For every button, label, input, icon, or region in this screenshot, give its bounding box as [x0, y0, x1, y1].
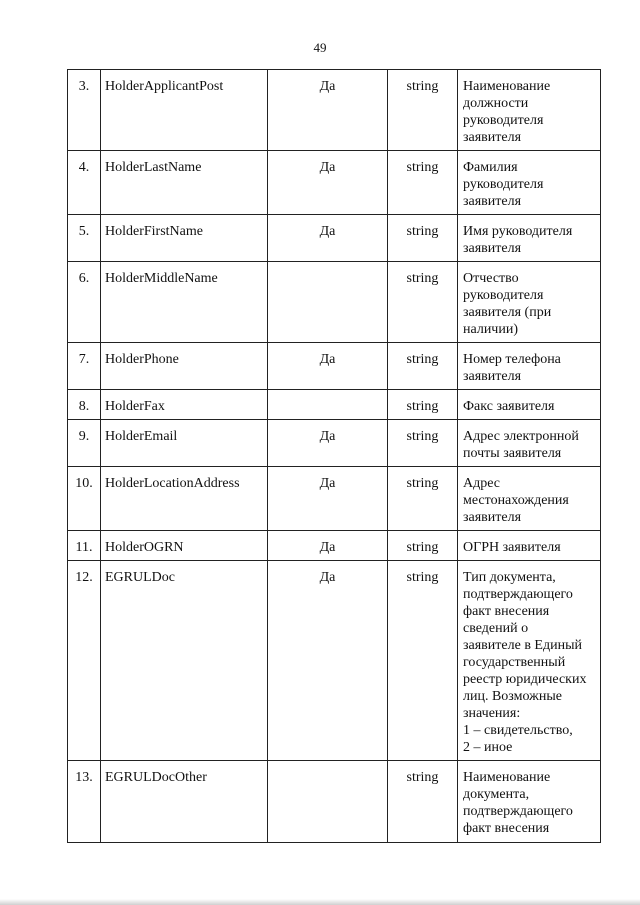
row-number: 4.	[68, 151, 101, 215]
row-number: 3.	[68, 70, 101, 151]
description-line: заявителя	[463, 130, 522, 145]
required-flag	[268, 390, 388, 420]
field-name: HolderLastName	[101, 151, 268, 215]
required-flag: Да	[268, 343, 388, 390]
field-description	[458, 262, 601, 343]
description-line: сведений о	[463, 621, 529, 636]
description-line: факт внесения	[463, 821, 550, 836]
required-flag: Да	[268, 151, 388, 215]
field-name: HolderPhone	[101, 343, 268, 390]
field-name: EGRULDoc	[101, 561, 268, 761]
row-number: 5.	[68, 215, 101, 262]
field-name: HolderApplicantPost	[101, 70, 268, 151]
description-line: наличии)	[463, 322, 518, 337]
required-flag: Да	[268, 467, 388, 531]
description-line: заявителя	[463, 194, 522, 209]
field-name: HolderFirstName	[101, 215, 268, 262]
description-line: должности	[463, 96, 529, 111]
field-description	[458, 531, 601, 561]
data-type: string	[388, 151, 458, 215]
description-line: подтверждающего	[463, 804, 573, 819]
row-number: 11.	[68, 531, 101, 561]
field-description	[458, 467, 601, 531]
description-line: подтверждающего	[463, 587, 573, 602]
data-type: string	[388, 761, 458, 843]
table-row	[68, 561, 601, 761]
row-number: 6.	[68, 262, 101, 343]
description-line: значения:	[463, 706, 521, 721]
page-number: 49	[313, 40, 327, 55]
row-number: 7.	[68, 343, 101, 390]
field-description	[458, 151, 601, 215]
description-line: заявителе в Единый	[463, 638, 582, 653]
data-type: string	[388, 531, 458, 561]
data-type: string	[388, 420, 458, 467]
description-line: Адрес электронной	[463, 429, 579, 444]
description-line: заявителя	[463, 369, 522, 384]
description-line: 1 – свидетельство,	[463, 723, 573, 738]
description-line: местонахождения	[463, 493, 569, 508]
table-row	[68, 531, 601, 561]
description-line: Отчество	[463, 271, 519, 286]
data-type: string	[388, 262, 458, 343]
field-name: HolderOGRN	[101, 531, 268, 561]
data-type: string	[388, 390, 458, 420]
description-line: почты заявителя	[463, 446, 562, 461]
description-line: Адрес	[463, 476, 501, 491]
description-line: Факс заявителя	[463, 399, 555, 414]
table-row	[68, 262, 601, 343]
data-type: string	[388, 215, 458, 262]
description-line: Номер телефона	[463, 352, 561, 367]
table-row	[68, 343, 601, 390]
description-line: руководителя	[463, 113, 544, 128]
description-line: Тип документа,	[463, 570, 556, 585]
field-name: EGRULDocOther	[101, 761, 268, 843]
row-number: 12.	[68, 561, 101, 761]
table-row	[68, 390, 601, 420]
description-line: 2 – иное	[463, 740, 513, 755]
data-type: string	[388, 343, 458, 390]
description-line: Наименование	[463, 770, 551, 785]
description-line: реестр юридических	[463, 672, 587, 687]
description-line: руководителя	[463, 177, 544, 192]
field-description	[458, 561, 601, 761]
field-name: HolderLocationAddress	[101, 467, 268, 531]
required-flag: Да	[268, 420, 388, 467]
field-description	[458, 761, 601, 843]
field-description	[458, 343, 601, 390]
required-flag	[268, 761, 388, 843]
description-line: Фамилия	[463, 160, 518, 175]
row-number: 13.	[68, 761, 101, 843]
description-line: факт внесения	[463, 604, 550, 619]
field-description	[458, 390, 601, 420]
required-flag: Да	[268, 531, 388, 561]
data-type: string	[388, 70, 458, 151]
description-line: заявителя (при	[463, 305, 552, 320]
data-type: string	[388, 467, 458, 531]
description-line: ОГРН заявителя	[463, 540, 561, 555]
field-name: HolderEmail	[101, 420, 268, 467]
description-line: документа,	[463, 787, 530, 802]
description-line: Имя руководителя	[463, 224, 573, 239]
field-name: HolderMiddleName	[101, 262, 268, 343]
description-line: заявителя	[463, 241, 522, 256]
description-line: Наименование	[463, 79, 551, 94]
table-row	[68, 467, 601, 531]
row-number: 9.	[68, 420, 101, 467]
table-row	[68, 70, 601, 151]
row-number: 8.	[68, 390, 101, 420]
data-type: string	[388, 561, 458, 761]
required-flag: Да	[268, 70, 388, 151]
table-row	[68, 151, 601, 215]
field-name: HolderFax	[101, 390, 268, 420]
table-row	[68, 215, 601, 262]
table-row	[68, 761, 601, 843]
fields-table	[67, 69, 601, 843]
description-line: государственный	[463, 655, 566, 670]
description-line: заявителя	[463, 510, 522, 525]
description-line: руководителя	[463, 288, 544, 303]
field-description	[458, 420, 601, 467]
required-flag: Да	[268, 215, 388, 262]
field-description	[458, 215, 601, 262]
scan-bottom-edge	[0, 899, 640, 905]
row-number: 10.	[68, 467, 101, 531]
field-description	[458, 70, 601, 151]
required-flag: Да	[268, 561, 388, 761]
table-row	[68, 420, 601, 467]
required-flag	[268, 262, 388, 343]
description-line: лиц. Возможные	[463, 689, 562, 704]
